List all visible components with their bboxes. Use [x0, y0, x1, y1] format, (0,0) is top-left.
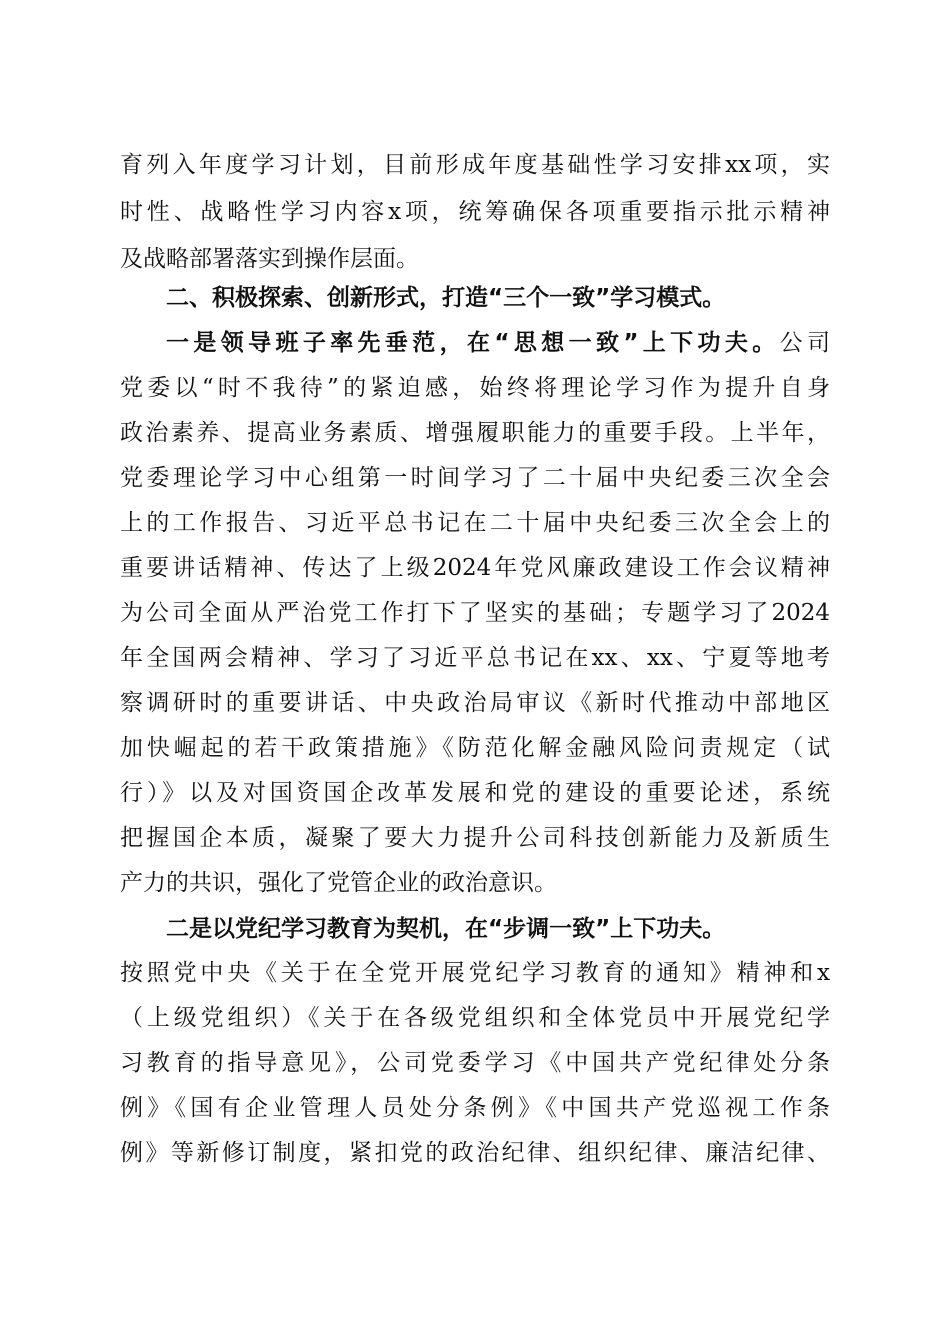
- para3-line-3: （上级党组织）《关于在各级党组织和全体党员中开展党纪学: [120, 1005, 830, 1031]
- para1-line-3: 及战略部署落实到操作层面。: [120, 246, 419, 272]
- para2-line-3: 政治素养、提高业务素质、增强履职能力的重要手段。上半年，: [120, 420, 830, 446]
- para2-line-2: 党委以“时不我待”的紧迫感，始终将理论学习作为提升自身: [120, 375, 830, 401]
- para2-line-1: [166, 323, 830, 363]
- para3-line-2: 按照党中央《关于在全党开展党纪学习教育的通知》精神和x: [120, 960, 830, 986]
- para2-first-rest: 公司: [779, 330, 830, 356]
- para2-line-8: 年全国两会精神、学习了习近平总书记在xx、xx、宁夏等地考: [120, 645, 830, 671]
- para3-lead: 二是以党纪学习教育为契机，在“步调一致”上下功夫。: [166, 916, 726, 942]
- para3-line-5: 例》《国有企业管理人员处分条例》《中国共产党巡视工作条: [120, 1095, 830, 1121]
- section-heading: 二、积极探索、创新形式，打造“三个一致”学习模式。: [166, 285, 726, 311]
- para2-line-13: 产力的共识，强化了党管企业的政治意识。: [120, 870, 557, 896]
- para3-line-6: 例》等新修订制度，紧扣党的政治纪律、组织纪律、廉洁纪律、: [120, 1140, 830, 1166]
- para2-line-5: 上的工作报告、习近平总书记在二十届中央纪委三次全会上的: [120, 510, 830, 536]
- para1-line-1: 育列入年度学习计划，目前形成年度基础性学习安排xx项，实: [120, 152, 830, 178]
- para2-line-6: 重要讲话精神、传达了上级2024年党风廉政建设工作会议精神: [120, 555, 830, 581]
- para2-lead: 一是领导班子率先垂范，在“思想一致”上下功夫。: [166, 330, 780, 356]
- para1-line-2: 时性、战略性学习内容x项，统筹确保各项重要指示批示精神: [120, 199, 830, 225]
- para2-line-11: 行）》以及对国资国企改革发展和党的建设的重要论述，系统: [120, 780, 830, 806]
- para2-line-9: 察调研时的重要讲话、中央政治局审议《新时代推动中部地区: [120, 690, 830, 716]
- para3-line-1: [166, 909, 830, 949]
- para2-line-12: 把握国企本质，凝聚了要大力提升公司科技创新能力及新质生: [120, 825, 830, 851]
- para2-line-10: 加快崛起的若干政策措施》《防范化解金融风险问责规定（试: [120, 735, 830, 761]
- para3-line-4: 习教育的指导意见》，公司党委学习《中国共产党纪律处分条: [120, 1050, 830, 1076]
- para2-line-7: 为公司全面从严治党工作打下了坚实的基础；专题学习了2024: [120, 600, 830, 626]
- para2-line-4: 党委理论学习中心组第一时间学习了二十届中央纪委三次全会: [120, 465, 830, 491]
